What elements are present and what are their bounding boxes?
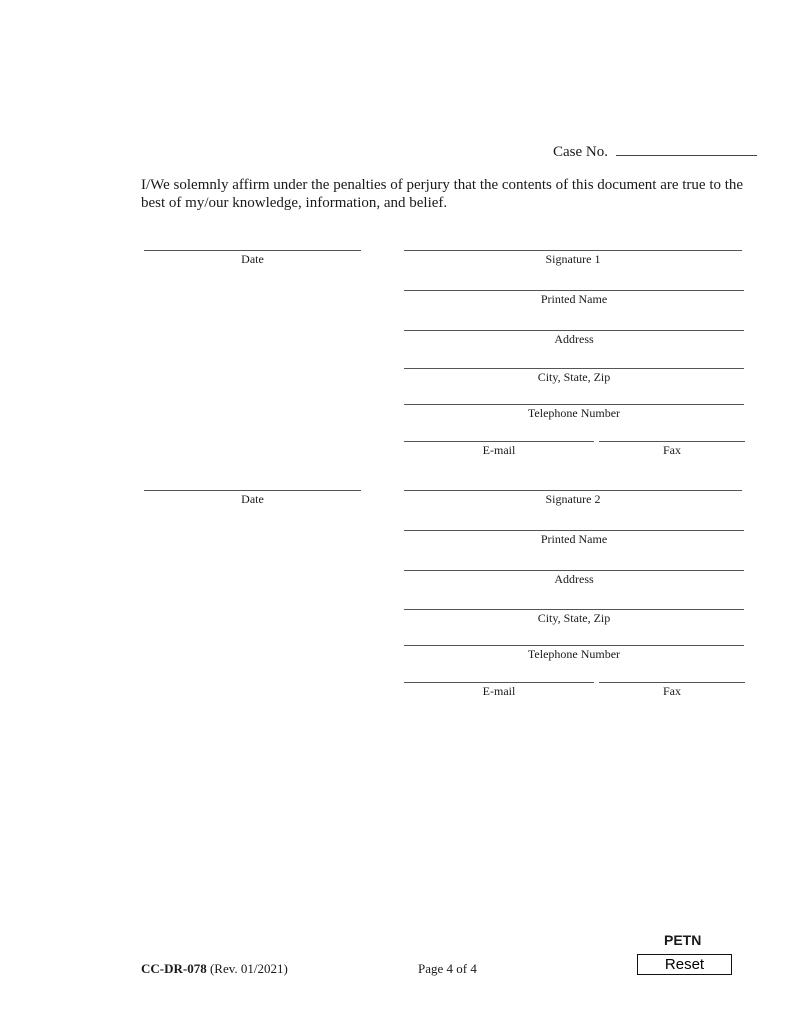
- city-state-zip-line-2: [404, 609, 744, 610]
- telephone-line-1: [404, 404, 744, 405]
- email-field-1[interactable]: [404, 441, 594, 457]
- fax-label-1: Fax: [663, 443, 681, 457]
- city-state-zip-field-2[interactable]: [404, 609, 744, 625]
- form-revision: (Rev. 01/2021): [209, 961, 288, 976]
- signature-label-1: Signature 1: [545, 252, 601, 266]
- address-line-1: [404, 330, 744, 331]
- telephone-field-2[interactable]: [404, 645, 744, 661]
- form-code: PETN: [664, 932, 702, 948]
- address-label-2: Address: [554, 572, 594, 586]
- date-line-2: [144, 490, 361, 491]
- fax-field-2[interactable]: [599, 682, 745, 698]
- fax-line-1: [599, 441, 745, 442]
- fax-label-2: Fax: [663, 684, 681, 698]
- printed-name-line-2: [404, 530, 744, 531]
- address-line-2: [404, 570, 744, 571]
- telephone-line-2: [404, 645, 744, 646]
- city-state-zip-label-2: City, State, Zip: [537, 611, 611, 625]
- date-line-1: [144, 250, 361, 251]
- form-id: CC-DR-078: [141, 961, 207, 976]
- printed-name-field-2[interactable]: [404, 530, 744, 546]
- signature-label-2: Signature 2: [545, 492, 601, 506]
- printed-name-field-1[interactable]: [404, 290, 744, 306]
- email-line-2: [404, 682, 594, 683]
- city-state-zip-label-1: City, State, Zip: [537, 370, 611, 384]
- printed-name-label-2: Printed Name: [540, 532, 608, 546]
- city-state-zip-field-1[interactable]: [404, 368, 744, 384]
- address-field-1[interactable]: [404, 330, 744, 346]
- signature-line-2: [404, 490, 742, 491]
- date-label-1: Date: [241, 252, 264, 266]
- case-number-label: Case No.: [553, 144, 608, 160]
- fax-line-2: [599, 682, 745, 683]
- signature-field-2[interactable]: [404, 490, 742, 506]
- printed-name-label-1: Printed Name: [540, 292, 608, 306]
- signature-line-1: [404, 250, 742, 251]
- date-label-2: Date: [241, 492, 264, 506]
- reset-button[interactable]: Reset: [637, 954, 732, 975]
- case-number-field[interactable]: [616, 141, 757, 156]
- case-number: [553, 141, 757, 161]
- address-label-1: Address: [554, 332, 594, 346]
- email-label-2: E-mail: [482, 684, 516, 698]
- affirmation-text: I/We solemnly affirm under the penalties of perjury that the contents of this document are true to the best of my/our knowledge, information, and belief.: [141, 177, 744, 211]
- printed-name-line-1: [404, 290, 744, 291]
- telephone-label-1: Telephone Number: [527, 406, 621, 420]
- date-field-2[interactable]: [144, 490, 361, 506]
- email-line-1: [404, 441, 594, 442]
- date-field-1[interactable]: [144, 250, 361, 266]
- page-number: Page 4 of 4: [418, 961, 477, 976]
- address-field-2[interactable]: [404, 570, 744, 586]
- city-state-zip-line-1: [404, 368, 744, 369]
- telephone-label-2: Telephone Number: [527, 647, 621, 661]
- telephone-field-1[interactable]: [404, 404, 744, 420]
- signature-field-1[interactable]: [404, 250, 742, 266]
- form-identifier: [141, 961, 288, 977]
- fax-field-1[interactable]: [599, 441, 745, 457]
- email-field-2[interactable]: [404, 682, 594, 698]
- email-label-1: E-mail: [482, 443, 516, 457]
